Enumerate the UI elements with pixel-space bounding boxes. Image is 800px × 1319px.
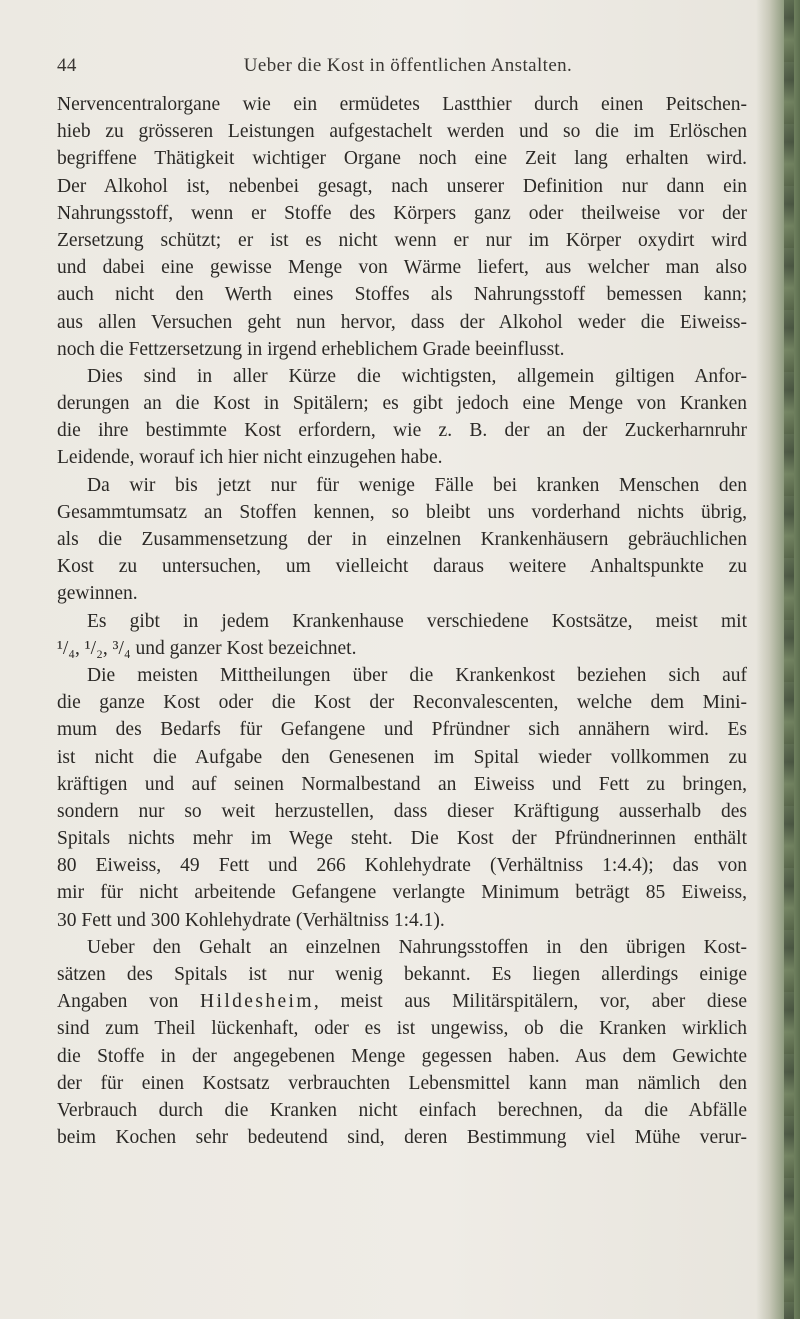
text-line: hieb zu grösseren Leistungen aufgestachelt werden und so die im Erlöschen [57,121,747,143]
text-line: ¹/₄, ¹/₂, ³/₄ und ganzer Kost bezeichnet. [57,637,357,659]
text-line: der für einen Kostsatz verbrauchten Lebensmittel kann man nämlich den [57,1072,747,1094]
text-line: die Stoffe in der angegebenen Menge gegessen haben. Aus dem Gewichte [57,1045,747,1067]
text-line: sondern nur so weit herzustellen, dass dieser Kräftigung ausserhalb des [57,800,747,822]
binding-edge [784,0,794,1319]
text-line: Es gibt in jedem Krankenhause verschiedene Kostsätze, meist mit [87,610,747,632]
text-line: Nervencentralorgane wie ein ermüdetes Lastthier durch einen Peitschen- [57,94,747,115]
body-text [57,91,747,1151]
text-line: 80 Eiweiss, 49 Fett und 266 Kohlehydrate (Verhältniss 1:4.4); das von [57,855,747,877]
text-line: Da wir bis jetzt nur für wenige Fälle bei kranken Menschen den [87,474,747,496]
text-line: Nahrungsstoff, wenn er Stoffe des Körpers ganz oder theilweise vor der [57,202,747,224]
page-number: 44 [57,55,77,76]
text-line: die ihre bestimmte Kost erfordern, wie z. B. der an der Zuckerharnruhr [57,420,747,442]
running-title: Ueber die Kost in öffentlichen Anstalten. [243,55,573,76]
text-line: begriffene Thätigkeit wichtiger Organe noch eine Zeit lang erhalten wird. [57,148,747,170]
text-line: sätzen des Spitals ist nur wenig bekannt. Es liegen allerdings einige [57,964,747,985]
text-line: Zersetzung schützt; er ist es nicht wenn er nur im Körper oxydirt wird [57,229,747,251]
text-line: gewinnen. [57,583,138,605]
text-line: Kost zu untersuchen, um vielleicht daraus weitere Anhaltspunkte zu [57,556,747,578]
text-line: mum des Bedarfs für Gefangene und Pfründner sich annähern wird. Es [57,719,747,741]
text-line: Leidende, worauf ich hier nicht einzugehen habe. [57,447,443,469]
text-line: und dabei eine gewisse Menge von Wärme liefert, aus welcher man also [57,257,747,279]
line-part: , meist aus Militärspitälern, vor, aber diese [313,991,747,1013]
text-line: Die meisten Mittheilungen über die Krankenkost beziehen sich auf [87,664,747,686]
text-line: Spitals nichts mehr im Wege steht. Die Kost der Pfründnerinnen enthält [57,828,747,850]
author-name: Hildesheim [200,991,314,1013]
text-line: als die Zusammensetzung der in einzelnen Krankenhäusern gebräuchlichen [57,529,747,550]
text-line: aus allen Versuchen geht nun hervor, dass der Alkohol weder die Eiweiss- [57,311,747,333]
text-line: Dies sind in aller Kürze die wichtigsten, allgemein giltigen Anfor- [87,365,747,387]
text-line: ist nicht die Aufgabe den Genesenen im Spital wieder vollkommen zu [57,746,747,768]
text-line: Verbrauch durch die Kranken nicht einfach berechnen, da die Abfälle [57,1099,747,1121]
line-part: Angaben von [57,991,179,1013]
running-header [57,55,747,81]
text-line: beim Kochen sehr bedeutend sind, deren Bestimmung viel Mühe verur- [57,1127,747,1149]
text-line: die ganze Kost oder die Kost der Reconvalescenten, welche dem Mini- [57,692,747,714]
text-line [57,988,747,1015]
text-line: 30 Fett und 300 Kohlehydrate (Verhältniss 1:4.1). [57,909,445,931]
text-line: derungen an die Kost in Spitälern; es gibt jedoch eine Menge von Kranken [57,393,747,415]
text-line: Ueber den Gehalt an einzelnen Nahrungsstoffen in den übrigen Kost- [87,936,747,958]
text-line: mir für nicht arbeitende Gefangene verlangte Minimum beträgt 85 Eiweiss, [57,882,747,904]
text-line: kräftigen und auf seinen Normalbestand an Eiweiss und Fett zu bringen, [57,773,747,795]
text-line: sind zum Theil lückenhaft, oder es ist ungewiss, ob die Kranken wirklich [57,1018,747,1040]
text-line: auch nicht den Werth eines Stoffes als Nahrungsstoff bemessen kann; [57,284,747,306]
text-line: Der Alkohol ist, nebenbei gesagt, nach unserer Definition nur dann ein [57,175,747,197]
text-line: Gesammtumsatz an Stoffen kennen, so bleibt uns vorderhand nichts übrig, [57,501,747,523]
text-line: noch die Fettzersetzung in irgend erheblichem Grade beeinflusst. [57,338,565,360]
